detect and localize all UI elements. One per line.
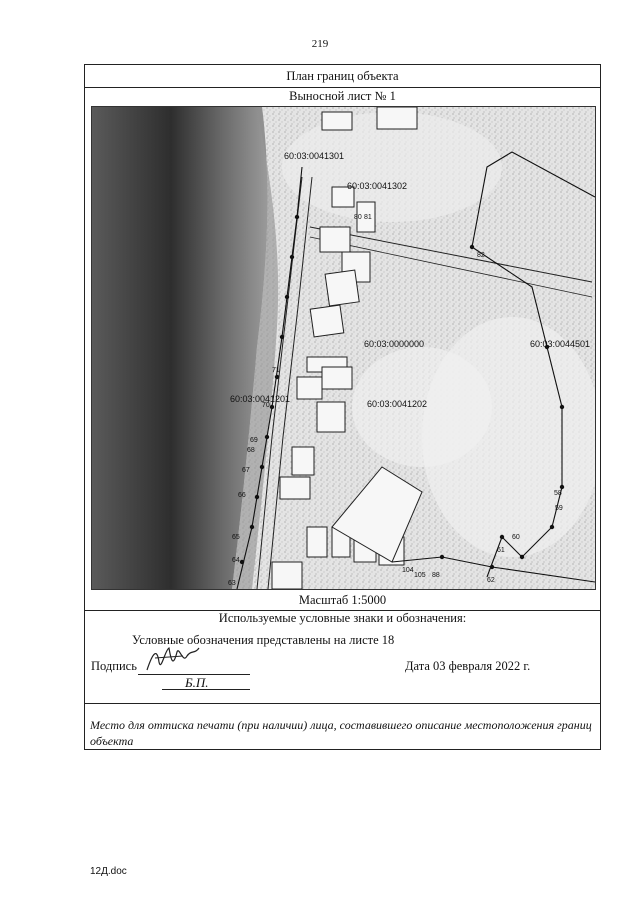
parcel-label: 60:03:0041301 (284, 151, 345, 161)
point-label: 105 (414, 572, 426, 579)
cadastral-map (91, 106, 596, 590)
map-scale: Масштаб 1:5000 (85, 590, 600, 611)
legend-note: Условные обозначения представлены на листе 18 (132, 633, 395, 647)
point-label: 71 (272, 367, 280, 374)
point-label: 70 (262, 402, 270, 409)
legend-heading: Используемые условные знаки и обозначения: (218, 611, 467, 625)
document-date: Дата 03 февраля 2022 г. (405, 659, 531, 673)
point-label: 82 (477, 252, 485, 259)
point-label: 65 (232, 534, 240, 541)
plan-title: План границ объекта (85, 65, 600, 88)
initials-line (162, 689, 250, 690)
parcel-label: 60:03:0041202 (367, 399, 428, 409)
stamp-placeholder-note: Место для оттиска печати (при наличии) лица, составившего описание местоположения границ объекта (90, 718, 592, 748)
file-name: 12Д.doc (90, 866, 127, 877)
parcel-label: 60:03:0044501 (530, 339, 591, 349)
point-label: 104 (402, 567, 414, 574)
cadastral-map-drawing (92, 107, 595, 589)
point-label: 59 (555, 505, 563, 512)
handwritten-signature (143, 642, 203, 676)
point-label: 88 (432, 572, 440, 579)
page-number: 219 (311, 38, 329, 50)
point-label: 67 (242, 467, 250, 474)
boundary-plan-frame (84, 64, 601, 750)
sheet-subtitle: Выносной лист № 1 (289, 89, 396, 103)
point-label: 69 (250, 437, 258, 444)
point-label: 81 (364, 214, 372, 221)
signature-label: Подпись (91, 659, 137, 673)
point-label: 64 (232, 557, 240, 564)
point-label: 63 (228, 580, 236, 587)
point-label: 60 (512, 534, 520, 541)
point-label: 68 (247, 447, 255, 454)
point-label: 61 (497, 547, 505, 554)
section-divider (85, 703, 600, 704)
point-label: 58 (554, 490, 562, 497)
point-label: 66 (238, 492, 246, 499)
point-label: 62 (487, 577, 495, 584)
signature-initials: Б.П. (185, 675, 209, 690)
parcel-label: 60:03:0041201 (230, 394, 291, 404)
point-label: 80 (354, 214, 362, 221)
parcel-label: 60:03:0041302 (347, 181, 408, 191)
parcel-label: 60:03:0000000 (364, 339, 425, 349)
